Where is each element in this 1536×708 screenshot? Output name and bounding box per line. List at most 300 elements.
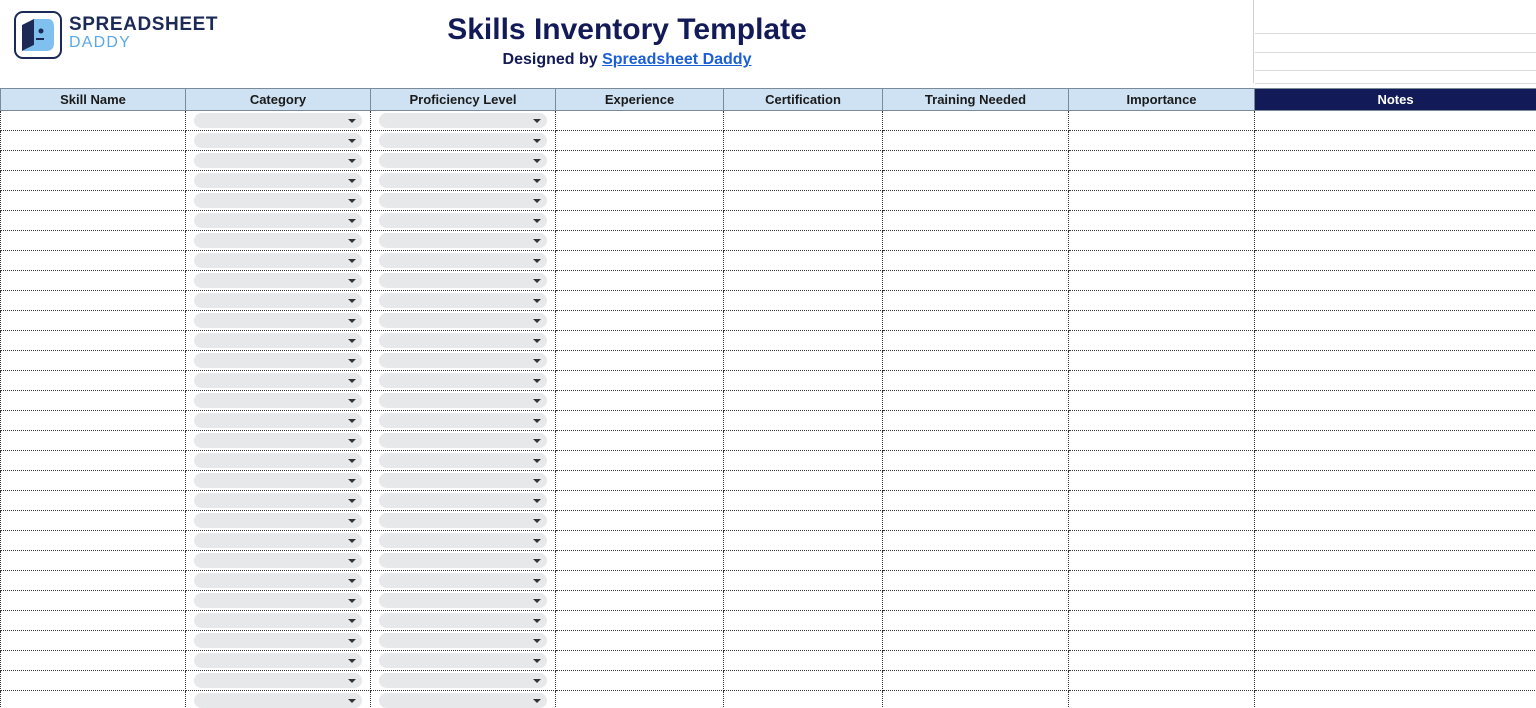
- proficiency-level-cell[interactable]: [371, 591, 556, 611]
- category-dropdown[interactable]: [194, 533, 362, 548]
- importance-cell[interactable]: [1069, 471, 1255, 491]
- proficiency-level-dropdown[interactable]: [379, 373, 547, 388]
- experience-cell[interactable]: [556, 291, 724, 311]
- notes-cell[interactable]: [1255, 571, 1536, 591]
- proficiency-level-cell[interactable]: [371, 191, 556, 211]
- category-cell[interactable]: [186, 451, 371, 471]
- importance-cell[interactable]: [1069, 571, 1255, 591]
- skill-name-cell[interactable]: [1, 331, 186, 351]
- category-cell[interactable]: [186, 171, 371, 191]
- notes-cell[interactable]: [1255, 611, 1536, 631]
- category-cell[interactable]: [186, 691, 371, 708]
- training-needed-cell[interactable]: [883, 391, 1069, 411]
- category-dropdown[interactable]: [194, 513, 362, 528]
- importance-cell[interactable]: [1069, 491, 1255, 511]
- category-cell[interactable]: [186, 471, 371, 491]
- certification-cell[interactable]: [724, 551, 883, 571]
- certification-cell[interactable]: [724, 271, 883, 291]
- proficiency-level-cell[interactable]: [371, 351, 556, 371]
- category-cell[interactable]: [186, 271, 371, 291]
- importance-cell[interactable]: [1069, 591, 1255, 611]
- certification-cell[interactable]: [724, 511, 883, 531]
- experience-cell[interactable]: [556, 431, 724, 451]
- proficiency-level-cell[interactable]: [371, 171, 556, 191]
- experience-cell[interactable]: [556, 351, 724, 371]
- skill-name-cell[interactable]: [1, 471, 186, 491]
- skill-name-cell[interactable]: [1, 291, 186, 311]
- experience-cell[interactable]: [556, 551, 724, 571]
- proficiency-level-dropdown[interactable]: [379, 353, 547, 368]
- proficiency-level-dropdown[interactable]: [379, 693, 547, 708]
- category-dropdown[interactable]: [194, 333, 362, 348]
- category-cell[interactable]: [186, 611, 371, 631]
- importance-cell[interactable]: [1069, 151, 1255, 171]
- skill-name-cell[interactable]: [1, 511, 186, 531]
- experience-cell[interactable]: [556, 391, 724, 411]
- training-needed-cell[interactable]: [883, 211, 1069, 231]
- proficiency-level-cell[interactable]: [371, 691, 556, 708]
- category-cell[interactable]: [186, 111, 371, 131]
- experience-cell[interactable]: [556, 631, 724, 651]
- experience-cell[interactable]: [556, 191, 724, 211]
- training-needed-cell[interactable]: [883, 231, 1069, 251]
- certification-cell[interactable]: [724, 191, 883, 211]
- notes-cell[interactable]: [1255, 451, 1536, 471]
- category-dropdown[interactable]: [194, 313, 362, 328]
- experience-cell[interactable]: [556, 411, 724, 431]
- category-cell[interactable]: [186, 551, 371, 571]
- proficiency-level-dropdown[interactable]: [379, 573, 547, 588]
- spreadsheet-daddy-link[interactable]: Spreadsheet Daddy: [602, 51, 752, 68]
- category-dropdown[interactable]: [194, 153, 362, 168]
- certification-cell[interactable]: [724, 411, 883, 431]
- category-cell[interactable]: [186, 351, 371, 371]
- importance-cell[interactable]: [1069, 631, 1255, 651]
- category-dropdown[interactable]: [194, 573, 362, 588]
- skill-name-cell[interactable]: [1, 451, 186, 471]
- importance-cell[interactable]: [1069, 111, 1255, 131]
- column-header-notes[interactable]: Notes: [1255, 89, 1536, 111]
- experience-cell[interactable]: [556, 691, 724, 708]
- proficiency-level-cell[interactable]: [371, 571, 556, 591]
- proficiency-level-cell[interactable]: [371, 271, 556, 291]
- category-dropdown[interactable]: [194, 113, 362, 128]
- skill-name-cell[interactable]: [1, 691, 186, 708]
- skill-name-cell[interactable]: [1, 571, 186, 591]
- training-needed-cell[interactable]: [883, 651, 1069, 671]
- proficiency-level-cell[interactable]: [371, 411, 556, 431]
- proficiency-level-dropdown[interactable]: [379, 273, 547, 288]
- certification-cell[interactable]: [724, 231, 883, 251]
- notes-cell[interactable]: [1255, 631, 1536, 651]
- proficiency-level-dropdown[interactable]: [379, 333, 547, 348]
- importance-cell[interactable]: [1069, 131, 1255, 151]
- skill-name-cell[interactable]: [1, 191, 186, 211]
- category-cell[interactable]: [186, 651, 371, 671]
- skill-name-cell[interactable]: [1, 151, 186, 171]
- training-needed-cell[interactable]: [883, 551, 1069, 571]
- column-header-skill-name[interactable]: Skill Name: [1, 89, 186, 111]
- training-needed-cell[interactable]: [883, 191, 1069, 211]
- proficiency-level-dropdown[interactable]: [379, 533, 547, 548]
- experience-cell[interactable]: [556, 531, 724, 551]
- category-dropdown[interactable]: [194, 593, 362, 608]
- column-header-category[interactable]: Category: [186, 89, 371, 111]
- training-needed-cell[interactable]: [883, 331, 1069, 351]
- skill-name-cell[interactable]: [1, 111, 186, 131]
- category-cell[interactable]: [186, 411, 371, 431]
- training-needed-cell[interactable]: [883, 131, 1069, 151]
- experience-cell[interactable]: [556, 611, 724, 631]
- certification-cell[interactable]: [724, 631, 883, 651]
- certification-cell[interactable]: [724, 591, 883, 611]
- importance-cell[interactable]: [1069, 691, 1255, 708]
- importance-cell[interactable]: [1069, 291, 1255, 311]
- experience-cell[interactable]: [556, 471, 724, 491]
- notes-cell[interactable]: [1255, 331, 1536, 351]
- notes-cell[interactable]: [1255, 371, 1536, 391]
- training-needed-cell[interactable]: [883, 111, 1069, 131]
- skill-name-cell[interactable]: [1, 311, 186, 331]
- proficiency-level-cell[interactable]: [371, 611, 556, 631]
- category-cell[interactable]: [186, 311, 371, 331]
- proficiency-level-dropdown[interactable]: [379, 233, 547, 248]
- category-dropdown[interactable]: [194, 373, 362, 388]
- notes-cell[interactable]: [1255, 431, 1536, 451]
- certification-cell[interactable]: [724, 331, 883, 351]
- certification-cell[interactable]: [724, 291, 883, 311]
- importance-cell[interactable]: [1069, 671, 1255, 691]
- experience-cell[interactable]: [556, 511, 724, 531]
- importance-cell[interactable]: [1069, 231, 1255, 251]
- importance-cell[interactable]: [1069, 191, 1255, 211]
- category-dropdown[interactable]: [194, 473, 362, 488]
- importance-cell[interactable]: [1069, 431, 1255, 451]
- notes-cell[interactable]: [1255, 411, 1536, 431]
- experience-cell[interactable]: [556, 111, 724, 131]
- proficiency-level-dropdown[interactable]: [379, 253, 547, 268]
- importance-cell[interactable]: [1069, 351, 1255, 371]
- notes-cell[interactable]: [1255, 591, 1536, 611]
- category-dropdown[interactable]: [194, 273, 362, 288]
- column-header-training-needed[interactable]: Training Needed: [883, 89, 1069, 111]
- training-needed-cell[interactable]: [883, 611, 1069, 631]
- experience-cell[interactable]: [556, 211, 724, 231]
- proficiency-level-cell[interactable]: [371, 531, 556, 551]
- importance-cell[interactable]: [1069, 211, 1255, 231]
- training-needed-cell[interactable]: [883, 511, 1069, 531]
- certification-cell[interactable]: [724, 491, 883, 511]
- skill-name-cell[interactable]: [1, 531, 186, 551]
- certification-cell[interactable]: [724, 431, 883, 451]
- column-header-importance[interactable]: Importance: [1069, 89, 1255, 111]
- notes-cell[interactable]: [1255, 531, 1536, 551]
- column-header-proficiency-level[interactable]: Proficiency Level: [371, 89, 556, 111]
- skill-name-cell[interactable]: [1, 391, 186, 411]
- experience-cell[interactable]: [556, 311, 724, 331]
- skill-name-cell[interactable]: [1, 671, 186, 691]
- importance-cell[interactable]: [1069, 311, 1255, 331]
- experience-cell[interactable]: [556, 591, 724, 611]
- notes-cell[interactable]: [1255, 551, 1536, 571]
- skill-name-cell[interactable]: [1, 611, 186, 631]
- category-cell[interactable]: [186, 631, 371, 651]
- proficiency-level-dropdown[interactable]: [379, 613, 547, 628]
- category-dropdown[interactable]: [194, 133, 362, 148]
- skill-name-cell[interactable]: [1, 211, 186, 231]
- category-cell[interactable]: [186, 591, 371, 611]
- category-cell[interactable]: [186, 151, 371, 171]
- category-cell[interactable]: [186, 331, 371, 351]
- proficiency-level-cell[interactable]: [371, 631, 556, 651]
- skill-name-cell[interactable]: [1, 551, 186, 571]
- proficiency-level-cell[interactable]: [371, 651, 556, 671]
- category-cell[interactable]: [186, 391, 371, 411]
- proficiency-level-cell[interactable]: [371, 491, 556, 511]
- certification-cell[interactable]: [724, 211, 883, 231]
- category-dropdown[interactable]: [194, 433, 362, 448]
- category-dropdown[interactable]: [194, 553, 362, 568]
- notes-cell[interactable]: [1255, 291, 1536, 311]
- category-cell[interactable]: [186, 371, 371, 391]
- importance-cell[interactable]: [1069, 251, 1255, 271]
- certification-cell[interactable]: [724, 451, 883, 471]
- skill-name-cell[interactable]: [1, 631, 186, 651]
- training-needed-cell[interactable]: [883, 591, 1069, 611]
- training-needed-cell[interactable]: [883, 371, 1069, 391]
- proficiency-level-cell[interactable]: [371, 111, 556, 131]
- category-cell[interactable]: [186, 211, 371, 231]
- category-dropdown[interactable]: [194, 613, 362, 628]
- importance-cell[interactable]: [1069, 611, 1255, 631]
- experience-cell[interactable]: [556, 331, 724, 351]
- notes-cell[interactable]: [1255, 391, 1536, 411]
- training-needed-cell[interactable]: [883, 251, 1069, 271]
- certification-cell[interactable]: [724, 671, 883, 691]
- proficiency-level-cell[interactable]: [371, 391, 556, 411]
- experience-cell[interactable]: [556, 671, 724, 691]
- category-dropdown[interactable]: [194, 293, 362, 308]
- skill-name-cell[interactable]: [1, 591, 186, 611]
- certification-cell[interactable]: [724, 111, 883, 131]
- experience-cell[interactable]: [556, 651, 724, 671]
- experience-cell[interactable]: [556, 271, 724, 291]
- column-header-experience[interactable]: Experience: [556, 89, 724, 111]
- experience-cell[interactable]: [556, 151, 724, 171]
- proficiency-level-dropdown[interactable]: [379, 153, 547, 168]
- notes-cell[interactable]: [1255, 231, 1536, 251]
- notes-cell[interactable]: [1255, 471, 1536, 491]
- notes-cell[interactable]: [1255, 511, 1536, 531]
- certification-cell[interactable]: [724, 611, 883, 631]
- certification-cell[interactable]: [724, 151, 883, 171]
- category-dropdown[interactable]: [194, 413, 362, 428]
- category-dropdown[interactable]: [194, 633, 362, 648]
- notes-cell[interactable]: [1255, 131, 1536, 151]
- experience-cell[interactable]: [556, 571, 724, 591]
- category-dropdown[interactable]: [194, 233, 362, 248]
- skill-name-cell[interactable]: [1, 491, 186, 511]
- certification-cell[interactable]: [724, 531, 883, 551]
- category-cell[interactable]: [186, 231, 371, 251]
- notes-cell[interactable]: [1255, 211, 1536, 231]
- certification-cell[interactable]: [724, 251, 883, 271]
- category-cell[interactable]: [186, 511, 371, 531]
- category-cell[interactable]: [186, 191, 371, 211]
- proficiency-level-dropdown[interactable]: [379, 673, 547, 688]
- notes-cell[interactable]: [1255, 251, 1536, 271]
- category-cell[interactable]: [186, 571, 371, 591]
- skill-name-cell[interactable]: [1, 171, 186, 191]
- training-needed-cell[interactable]: [883, 411, 1069, 431]
- training-needed-cell[interactable]: [883, 691, 1069, 708]
- training-needed-cell[interactable]: [883, 451, 1069, 471]
- importance-cell[interactable]: [1069, 371, 1255, 391]
- certification-cell[interactable]: [724, 371, 883, 391]
- proficiency-level-cell[interactable]: [371, 431, 556, 451]
- proficiency-level-dropdown[interactable]: [379, 393, 547, 408]
- training-needed-cell[interactable]: [883, 491, 1069, 511]
- training-needed-cell[interactable]: [883, 431, 1069, 451]
- notes-cell[interactable]: [1255, 691, 1536, 708]
- proficiency-level-cell[interactable]: [371, 671, 556, 691]
- category-dropdown[interactable]: [194, 653, 362, 668]
- importance-cell[interactable]: [1069, 411, 1255, 431]
- category-dropdown[interactable]: [194, 253, 362, 268]
- proficiency-level-dropdown[interactable]: [379, 493, 547, 508]
- category-dropdown[interactable]: [194, 213, 362, 228]
- certification-cell[interactable]: [724, 171, 883, 191]
- proficiency-level-cell[interactable]: [371, 331, 556, 351]
- certification-cell[interactable]: [724, 391, 883, 411]
- notes-cell[interactable]: [1255, 491, 1536, 511]
- experience-cell[interactable]: [556, 131, 724, 151]
- category-dropdown[interactable]: [194, 453, 362, 468]
- proficiency-level-dropdown[interactable]: [379, 473, 547, 488]
- skill-name-cell[interactable]: [1, 131, 186, 151]
- column-header-certification[interactable]: Certification: [724, 89, 883, 111]
- certification-cell[interactable]: [724, 351, 883, 371]
- notes-cell[interactable]: [1255, 651, 1536, 671]
- skill-name-cell[interactable]: [1, 651, 186, 671]
- skill-name-cell[interactable]: [1, 411, 186, 431]
- proficiency-level-dropdown[interactable]: [379, 593, 547, 608]
- proficiency-level-dropdown[interactable]: [379, 213, 547, 228]
- category-dropdown[interactable]: [194, 393, 362, 408]
- training-needed-cell[interactable]: [883, 631, 1069, 651]
- proficiency-level-cell[interactable]: [371, 291, 556, 311]
- proficiency-level-cell[interactable]: [371, 511, 556, 531]
- training-needed-cell[interactable]: [883, 571, 1069, 591]
- proficiency-level-dropdown[interactable]: [379, 313, 547, 328]
- notes-cell[interactable]: [1255, 111, 1536, 131]
- notes-cell[interactable]: [1255, 151, 1536, 171]
- importance-cell[interactable]: [1069, 331, 1255, 351]
- proficiency-level-dropdown[interactable]: [379, 413, 547, 428]
- notes-cell[interactable]: [1255, 191, 1536, 211]
- category-dropdown[interactable]: [194, 693, 362, 708]
- proficiency-level-dropdown[interactable]: [379, 433, 547, 448]
- proficiency-level-cell[interactable]: [371, 551, 556, 571]
- importance-cell[interactable]: [1069, 171, 1255, 191]
- category-dropdown[interactable]: [194, 173, 362, 188]
- proficiency-level-dropdown[interactable]: [379, 513, 547, 528]
- training-needed-cell[interactable]: [883, 471, 1069, 491]
- proficiency-level-dropdown[interactable]: [379, 633, 547, 648]
- training-needed-cell[interactable]: [883, 531, 1069, 551]
- importance-cell[interactable]: [1069, 271, 1255, 291]
- notes-cell[interactable]: [1255, 351, 1536, 371]
- importance-cell[interactable]: [1069, 511, 1255, 531]
- experience-cell[interactable]: [556, 451, 724, 471]
- importance-cell[interactable]: [1069, 391, 1255, 411]
- proficiency-level-cell[interactable]: [371, 471, 556, 491]
- training-needed-cell[interactable]: [883, 291, 1069, 311]
- importance-cell[interactable]: [1069, 451, 1255, 471]
- category-dropdown[interactable]: [194, 673, 362, 688]
- proficiency-level-cell[interactable]: [371, 371, 556, 391]
- proficiency-level-dropdown[interactable]: [379, 653, 547, 668]
- training-needed-cell[interactable]: [883, 311, 1069, 331]
- notes-cell[interactable]: [1255, 311, 1536, 331]
- category-cell[interactable]: [186, 491, 371, 511]
- proficiency-level-cell[interactable]: [371, 131, 556, 151]
- training-needed-cell[interactable]: [883, 351, 1069, 371]
- category-dropdown[interactable]: [194, 193, 362, 208]
- proficiency-level-cell[interactable]: [371, 451, 556, 471]
- skill-name-cell[interactable]: [1, 251, 186, 271]
- experience-cell[interactable]: [556, 371, 724, 391]
- experience-cell[interactable]: [556, 171, 724, 191]
- proficiency-level-cell[interactable]: [371, 231, 556, 251]
- category-cell[interactable]: [186, 251, 371, 271]
- notes-cell[interactable]: [1255, 171, 1536, 191]
- experience-cell[interactable]: [556, 231, 724, 251]
- proficiency-level-cell[interactable]: [371, 251, 556, 271]
- skill-name-cell[interactable]: [1, 231, 186, 251]
- notes-cell[interactable]: [1255, 671, 1536, 691]
- proficiency-level-dropdown[interactable]: [379, 113, 547, 128]
- experience-cell[interactable]: [556, 491, 724, 511]
- importance-cell[interactable]: [1069, 651, 1255, 671]
- importance-cell[interactable]: [1069, 551, 1255, 571]
- certification-cell[interactable]: [724, 571, 883, 591]
- training-needed-cell[interactable]: [883, 271, 1069, 291]
- proficiency-level-dropdown[interactable]: [379, 453, 547, 468]
- proficiency-level-dropdown[interactable]: [379, 173, 547, 188]
- skill-name-cell[interactable]: [1, 271, 186, 291]
- certification-cell[interactable]: [724, 651, 883, 671]
- skill-name-cell[interactable]: [1, 431, 186, 451]
- proficiency-level-dropdown[interactable]: [379, 193, 547, 208]
- certification-cell[interactable]: [724, 691, 883, 708]
- category-cell[interactable]: [186, 671, 371, 691]
- importance-cell[interactable]: [1069, 531, 1255, 551]
- category-cell[interactable]: [186, 291, 371, 311]
- proficiency-level-cell[interactable]: [371, 211, 556, 231]
- training-needed-cell[interactable]: [883, 671, 1069, 691]
- proficiency-level-dropdown[interactable]: [379, 133, 547, 148]
- notes-cell[interactable]: [1255, 271, 1536, 291]
- skill-name-cell[interactable]: [1, 351, 186, 371]
- certification-cell[interactable]: [724, 131, 883, 151]
- category-cell[interactable]: [186, 431, 371, 451]
- experience-cell[interactable]: [556, 251, 724, 271]
- category-dropdown[interactable]: [194, 353, 362, 368]
- proficiency-level-dropdown[interactable]: [379, 553, 547, 568]
- category-cell[interactable]: [186, 531, 371, 551]
- proficiency-level-cell[interactable]: [371, 311, 556, 331]
